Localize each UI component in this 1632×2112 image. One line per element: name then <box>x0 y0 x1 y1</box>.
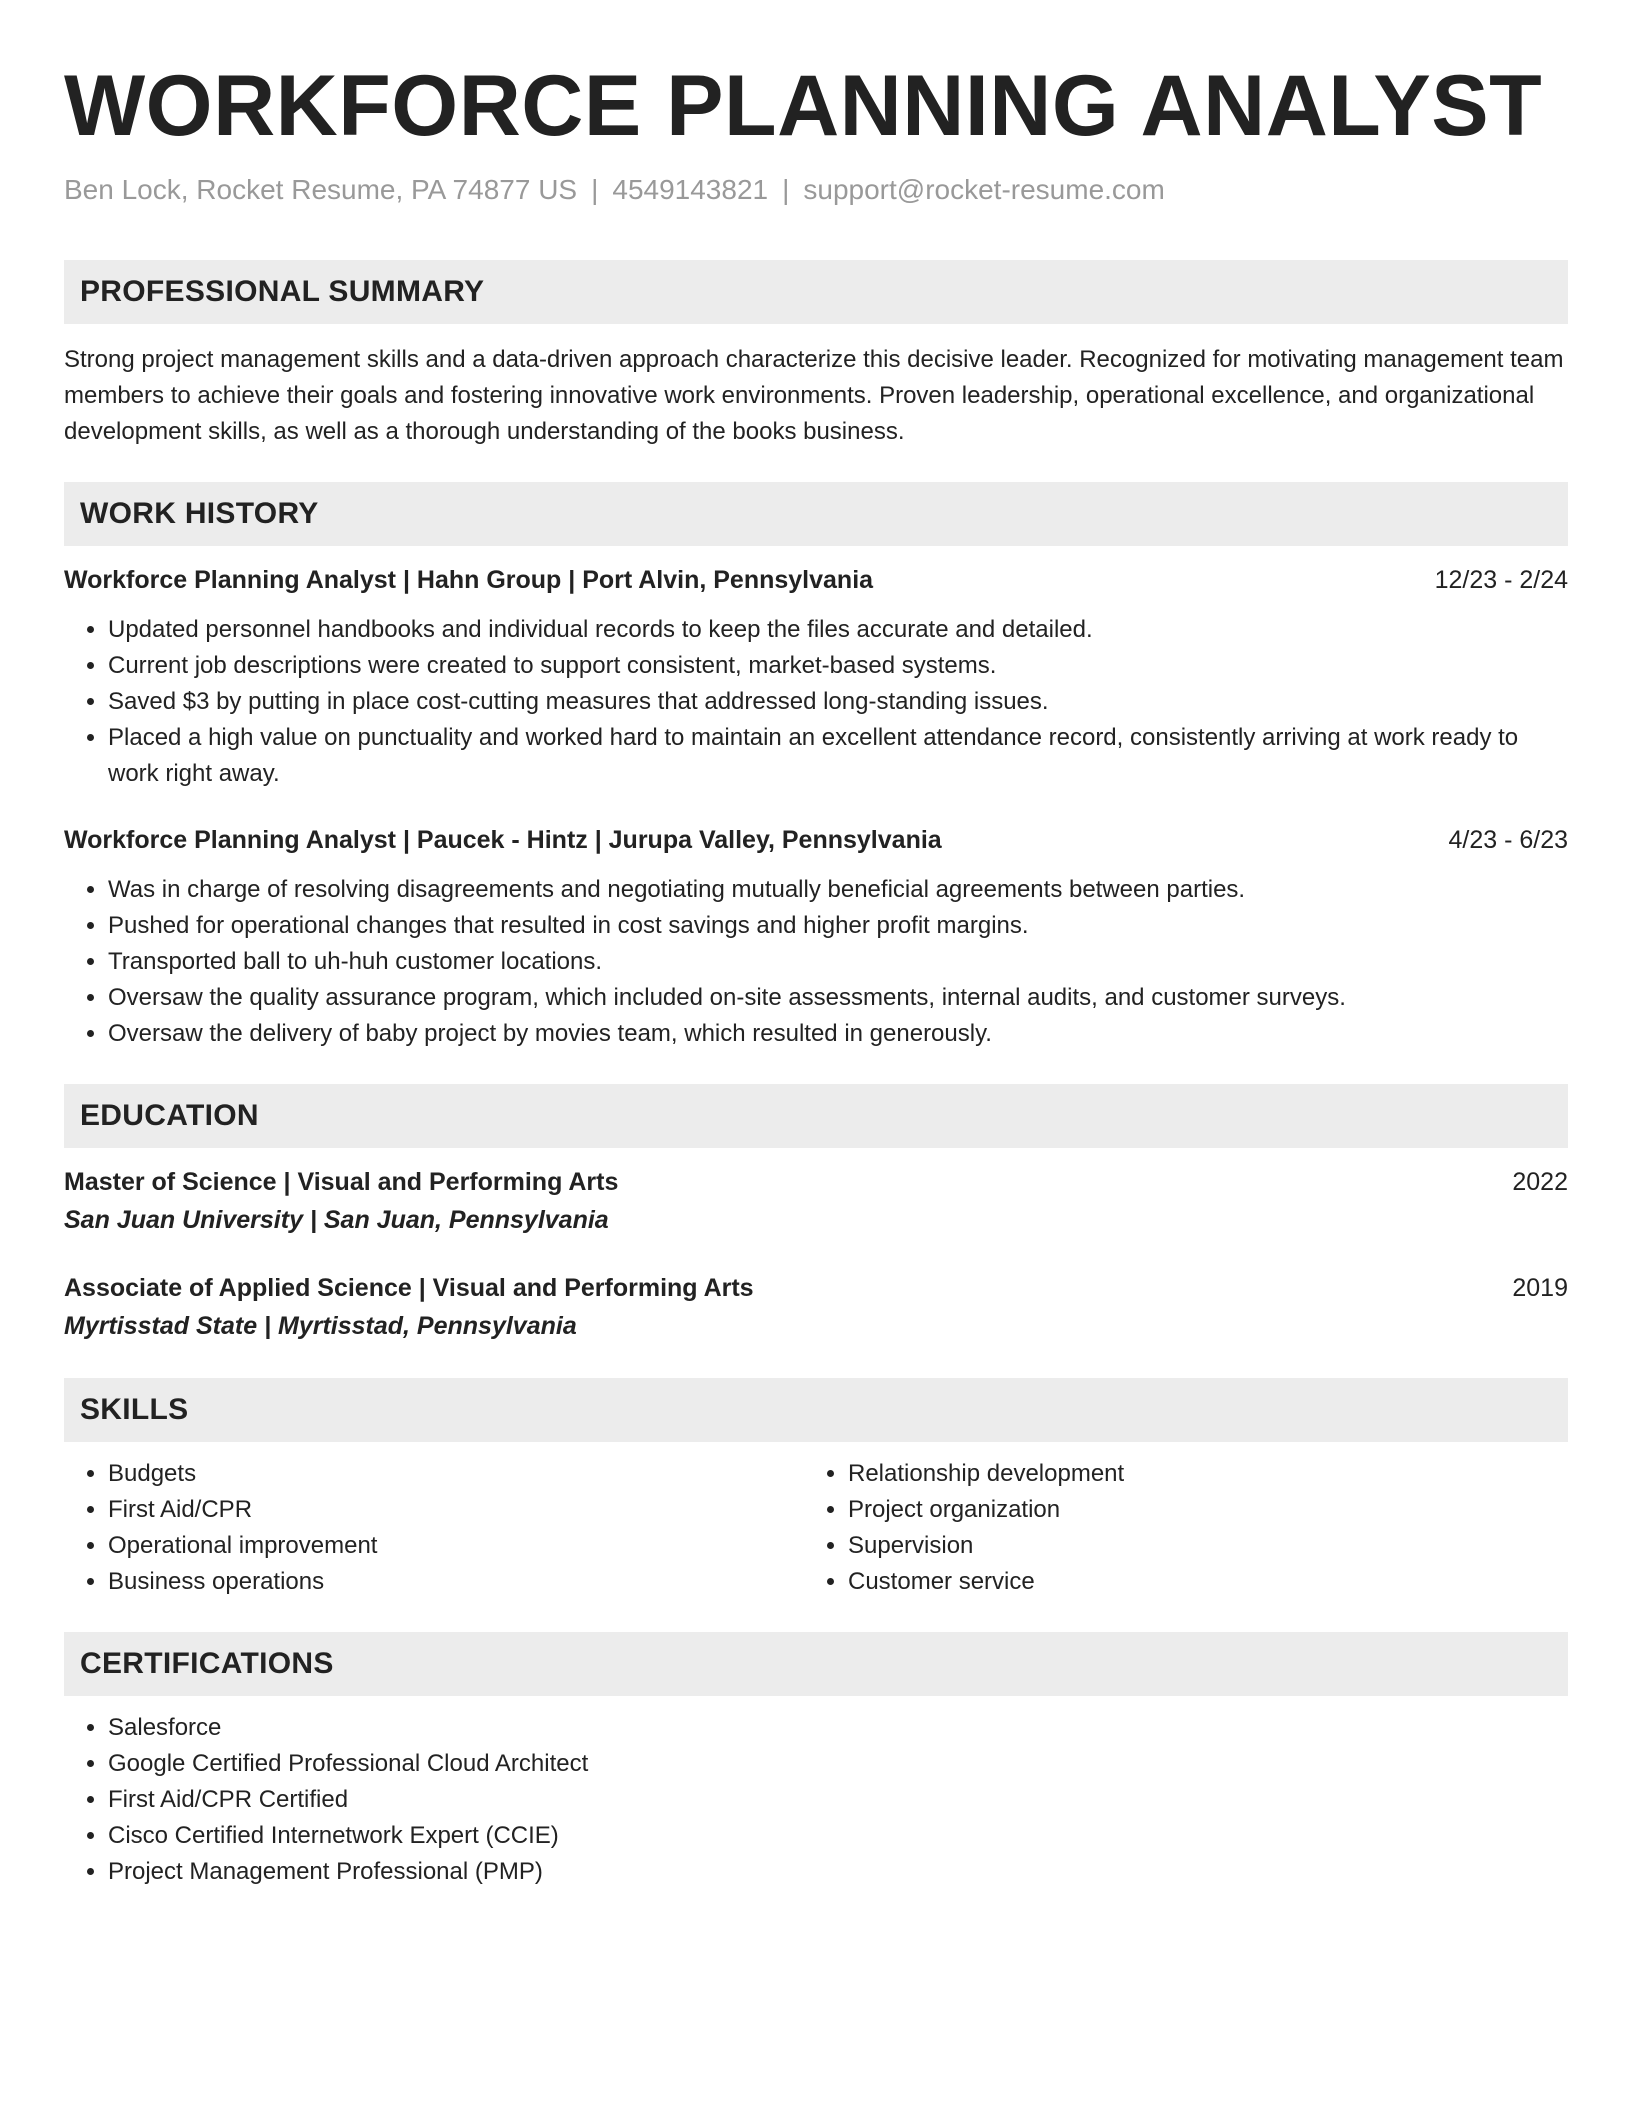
education-entry <box>64 1270 1568 1346</box>
job-entry <box>64 822 1568 1052</box>
contact-address: Ben Lock, Rocket Resume, PA 74877 US <box>64 174 578 205</box>
skill-item: • Customer service <box>848 1564 1544 1600</box>
school-name: Myrtisstad State | Myrtisstad, Pennsylvania <box>64 1312 577 1340</box>
certification-item: • Salesforce <box>108 1710 1568 1746</box>
degree-year: 2022 <box>1512 1168 1568 1196</box>
skills-heading: SKILLS <box>64 1378 1568 1442</box>
job-bullet: • Pushed for operational changes that resulted in cost savings and higher profit margins. <box>108 908 1568 944</box>
work-history-heading: WORK HISTORY <box>64 482 1568 546</box>
job-bullets <box>64 872 1568 1052</box>
job-entry <box>64 562 1568 792</box>
job-dates: 4/23 - 6/23 <box>1448 826 1568 854</box>
job-bullet: • Oversaw the delivery of baby project by movies team, which resulted in generously. <box>108 1016 1568 1052</box>
certification-item: • Google Certified Professional Cloud Architect <box>108 1746 1568 1782</box>
summary-text: Strong project management skills and a data-driven approach characterize this decisive leader. Recognized for motivating management team members to achieve their goals and fostering innovative work environments. Proven leadership, operational excellence, and organizational development skills, as well as a thorough understanding of the books business. <box>64 346 1564 445</box>
contact-email: support@rocket-resume.com <box>803 174 1165 205</box>
candidate-title: WORKFORCE PLANNING ANALYST <box>64 58 1543 154</box>
school-name: San Juan University | San Juan, Pennsylvania <box>64 1206 609 1234</box>
skills-column-right <box>804 1456 1544 1600</box>
contact-separator: | <box>591 174 599 205</box>
job-title: Workforce Planning Analyst | Hahn Group | Port Alvin, Pennsylvania <box>64 566 874 594</box>
degree-title: Master of Science | Visual and Performing Arts <box>64 1168 619 1196</box>
job-title: Workforce Planning Analyst | Paucek - Hintz | Jurupa Valley, Pennsylvania <box>64 826 942 854</box>
skill-item: • Business operations <box>108 1564 804 1600</box>
job-bullet: • Updated personnel handbooks and individual records to keep the files accurate and detailed. <box>108 612 1568 648</box>
education-heading: EDUCATION <box>64 1084 1568 1148</box>
certification-item: • First Aid/CPR Certified <box>108 1782 1568 1818</box>
job-header <box>64 822 1568 858</box>
job-bullet: • Transported ball to uh-huh customer locations. <box>108 944 1568 980</box>
skill-item: • Relationship development <box>848 1456 1544 1492</box>
contact-line <box>64 172 1568 208</box>
job-bullets <box>64 612 1568 792</box>
education-entry <box>64 1164 1568 1240</box>
job-bullet: • Saved $3 by putting in place cost-cutting measures that addressed long-standing issues. <box>108 684 1568 720</box>
job-bullet: • Current job descriptions were created to support consistent, market-based systems. <box>108 648 1568 684</box>
contact-phone: 4549143821 <box>612 174 769 205</box>
summary-heading: PROFESSIONAL SUMMARY <box>64 260 1568 324</box>
skill-item: • First Aid/CPR <box>108 1492 804 1528</box>
contact-separator: | <box>782 174 790 205</box>
skill-item: • Supervision <box>848 1528 1544 1564</box>
skill-item: • Project organization <box>848 1492 1544 1528</box>
skills-grid <box>64 1456 1568 1600</box>
certification-item: • Project Management Professional (PMP) <box>108 1854 1568 1890</box>
skill-item: • Budgets <box>108 1456 804 1492</box>
certifications-list <box>64 1710 1568 1890</box>
education-header <box>64 1270 1568 1306</box>
degree-title: Associate of Applied Science | Visual and Performing Arts <box>64 1274 754 1302</box>
certification-item: • Cisco Certified Internetwork Expert (CCIE) <box>108 1818 1568 1854</box>
job-bullet: • Oversaw the quality assurance program, which included on-site assessments, internal audits, and customer surveys. <box>108 980 1568 1016</box>
degree-year: 2019 <box>1512 1274 1568 1302</box>
job-dates: 12/23 - 2/24 <box>1434 566 1568 594</box>
skill-item: • Operational improvement <box>108 1528 804 1564</box>
job-header <box>64 562 1568 598</box>
job-bullet: • Placed a high value on punctuality and worked hard to maintain an excellent attendance record, consistently arriving at work ready to work right away. <box>108 720 1568 792</box>
skills-column-left <box>64 1456 804 1600</box>
certifications-heading: CERTIFICATIONS <box>64 1632 1568 1696</box>
education-header <box>64 1164 1568 1200</box>
job-bullet: • Was in charge of resolving disagreements and negotiating mutually beneficial agreements between parties. <box>108 872 1568 908</box>
